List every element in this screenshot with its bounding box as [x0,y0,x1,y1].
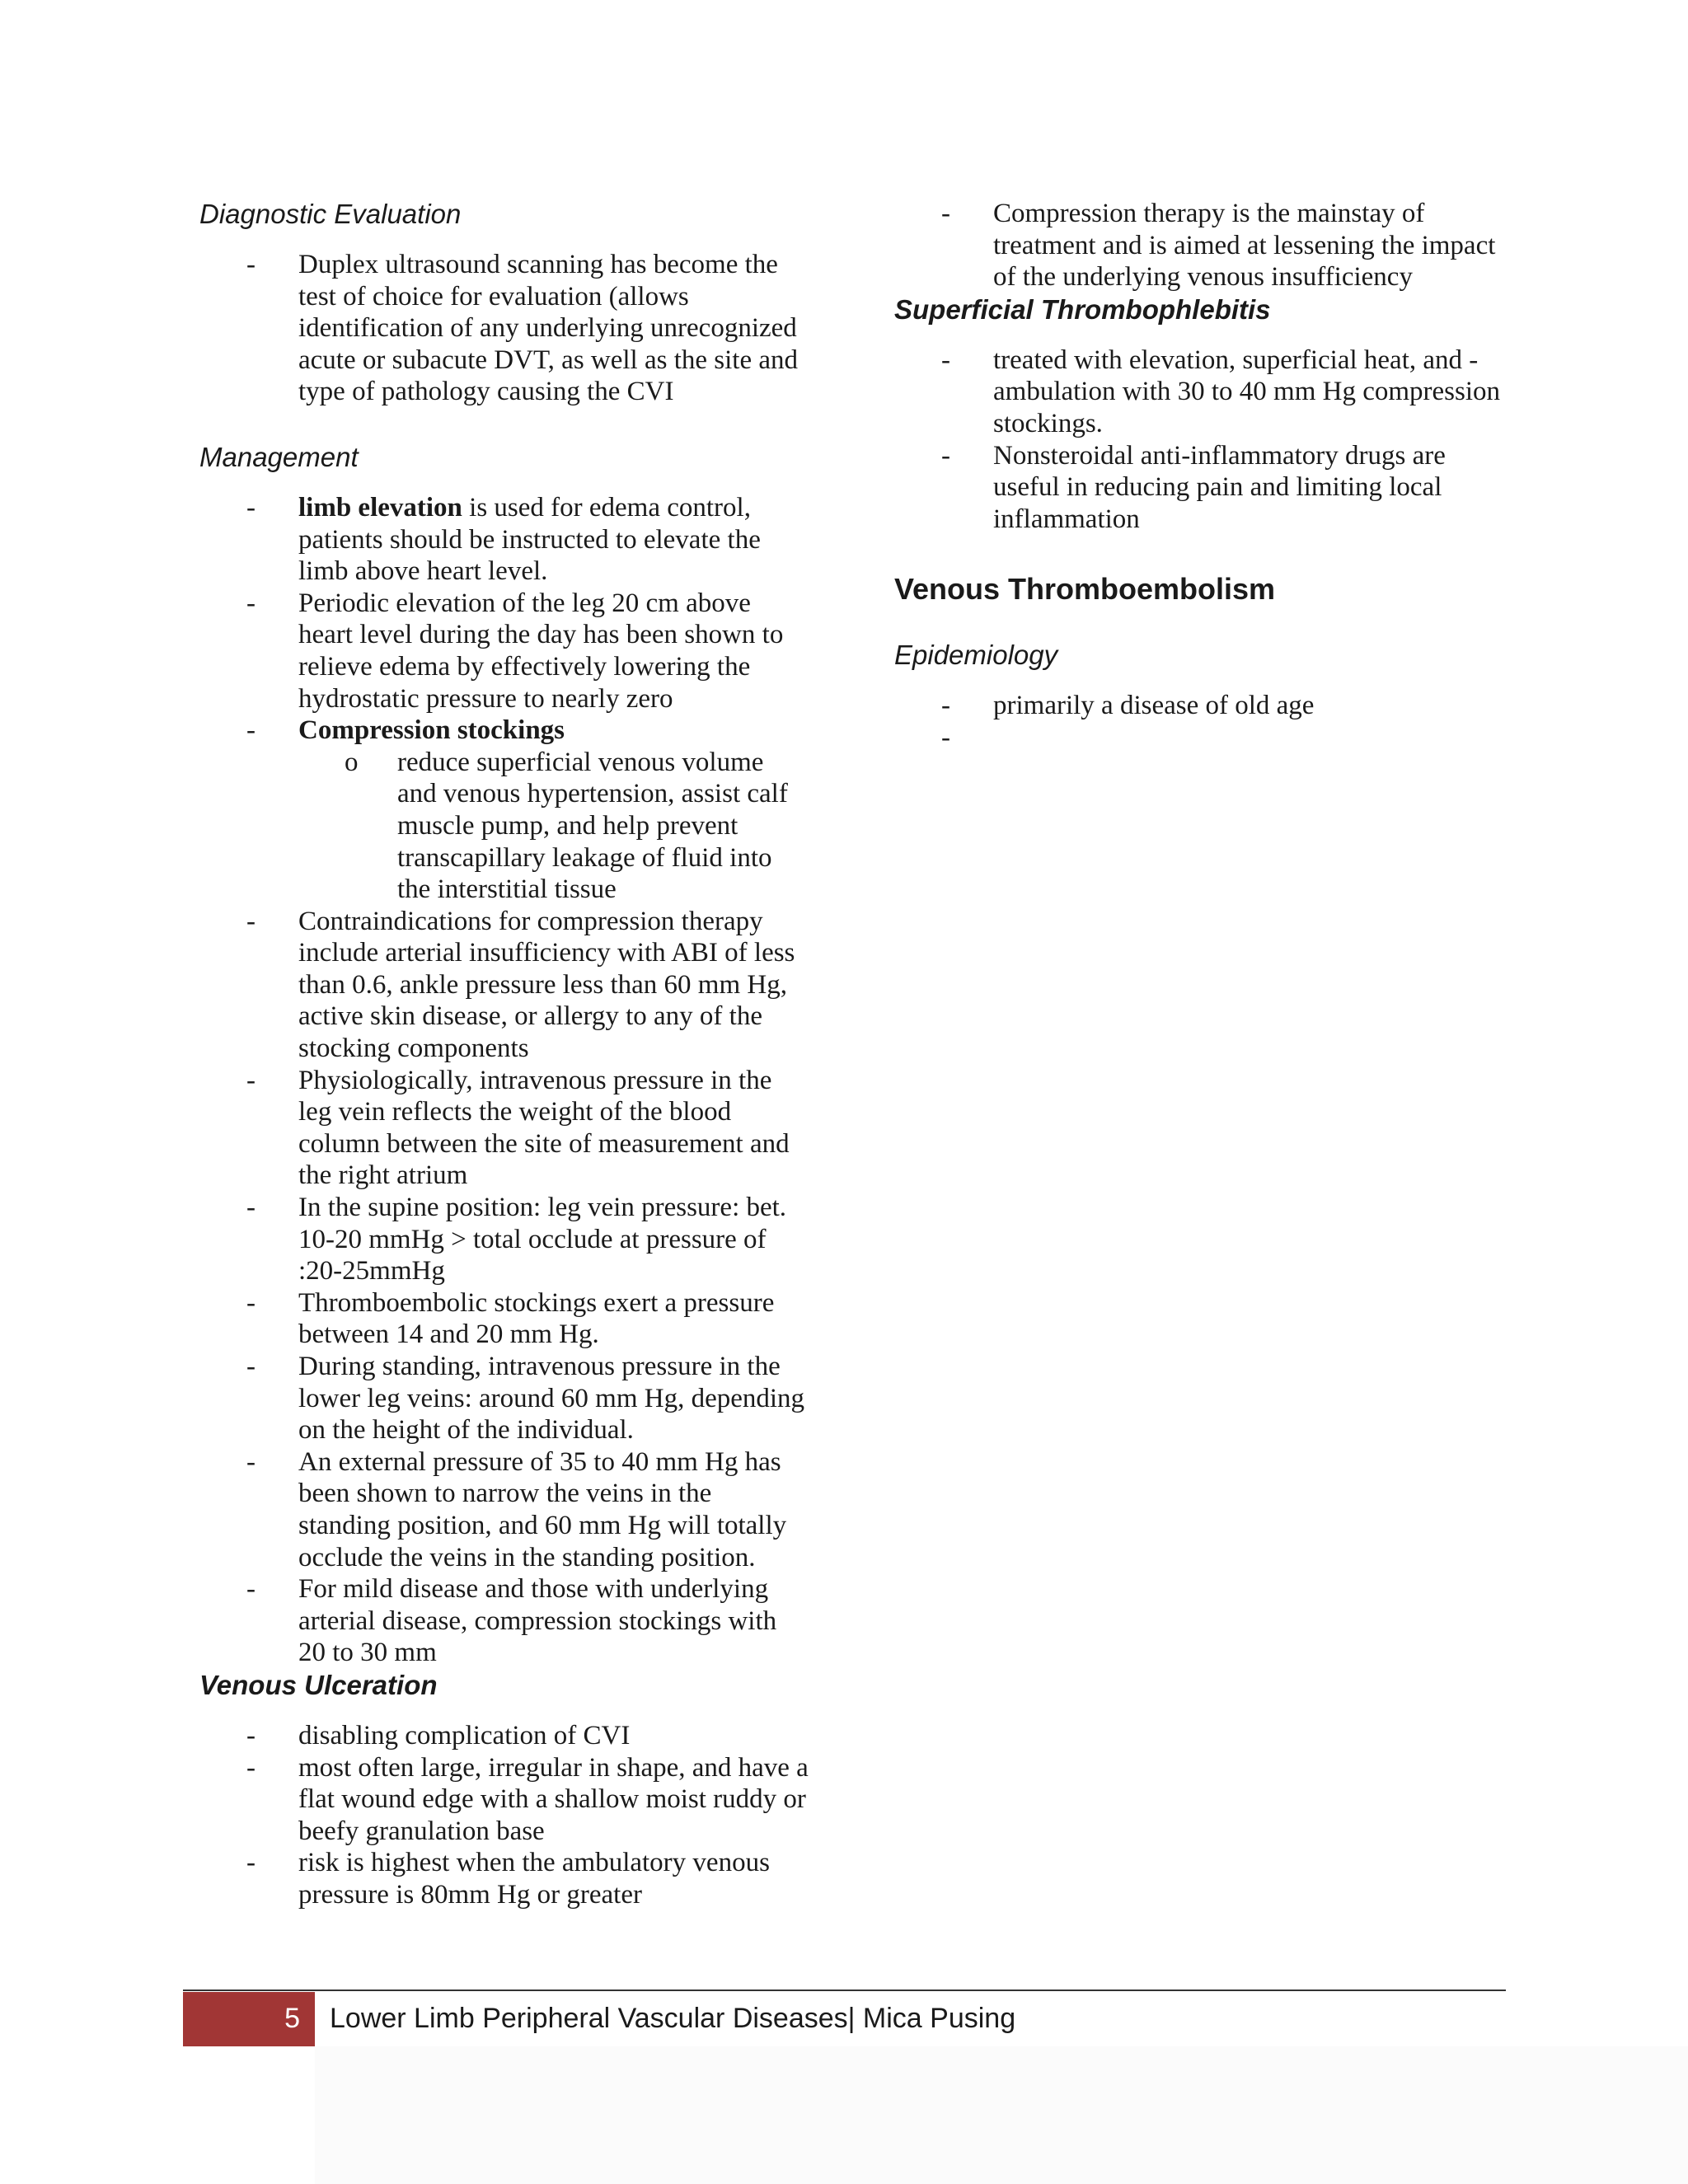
list-item [894,344,1504,440]
venous-thromboembolism-heading: Venous Thromboembolism [894,572,1276,607]
compression-list [894,198,1504,293]
list-item-text: Nonsteroidal anti-inflammatory drugs are useful in reducing pain and limiting local inflammation [993,440,1446,534]
list-item [199,1192,809,1287]
thrombophlebitis-list [894,344,1504,536]
list-item [199,906,809,1065]
footer-title: Lower Limb Peripheral Vascular Diseases| Mica Pusing [330,2003,1016,2034]
diagnostic-heading: Diagnostic Evaluation [199,199,462,229]
dash-bullet: - [941,691,950,721]
dash-bullet: - [246,1752,256,1783]
dash-bullet: - [246,1720,256,1750]
list-item-text: risk is highest when the ambulatory venous pressure is 80mm Hg or greater [298,1848,770,1910]
list-item [199,1287,809,1351]
management-list [199,492,809,1669]
dash-bullet: - [246,250,256,279]
left-column [199,198,809,1911]
venous-ulceration-heading: Venous Ulceration [199,1669,438,1700]
list-item [199,249,809,408]
list-item-text: Compression therapy is the mainstay of treatment and is aimed at lessening the impact of the underlying venous insufficiency [993,199,1496,293]
dash-bullet: - [941,440,950,471]
list-item-text [993,723,1000,752]
list-item-text: Thromboembolic stockings exert a pressure between 14 and 20 mm Hg. [298,1287,775,1350]
dash-bullet: - [246,1065,256,1095]
dash-bullet: - [246,1287,256,1318]
list-item-text: is used for edema control, patients should be instructed to elevate the limb above heart level. [298,492,761,587]
list-item-text: In the supine position: leg vein pressure: bet. 10-20 mmHg > total occlude at pressure of :20-25mmHg [298,1193,787,1286]
dash-bullet: - [246,1352,256,1381]
list-item [894,198,1504,293]
list-item-text: An external pressure of 35 to 40 mm Hg has been shown to narrow the veins in the standing position, and 60 mm Hg will totally occlude the veins in the standing position. [298,1446,787,1572]
list-item [894,690,1504,722]
bold-term: Compression stockings [298,715,565,746]
dash-bullet: - [246,492,256,523]
list-item [199,1720,809,1752]
dash-bullet: - [246,1848,256,1878]
ulceration-list [199,1720,809,1911]
list-item-text: Periodic elevation of the leg 20 cm above heart level during the day has been shown to relieve edema by effectively lowering the hydrostatic pressure to nearly zero [298,588,784,714]
epidemiology-heading: Epidemiology [894,640,1058,671]
list-item-text: disabling complication of CVI [298,1720,631,1750]
dash-bullet: - [246,588,256,618]
epidemiology-list [894,690,1504,753]
list-item [894,440,1504,536]
list-item [199,1752,809,1848]
dash-bullet: - [246,1193,256,1223]
sub-list-item [298,747,809,906]
list-item-text: During standing, intravenous pressure in the lower leg veins: around 60 mm Hg, depending on the height of the individual. [298,1352,805,1446]
bold-term: limb elevation [298,492,462,523]
dash-bullet: - [246,715,256,746]
list-item-text: Physiologically, intravenous pressure in the leg vein reflects the weight of the blood column between the site of measurement and the right atrium [298,1065,790,1191]
list-item [199,1351,809,1446]
list-item [199,492,809,588]
sub-list [298,747,809,906]
page-number-box [183,1992,315,2046]
dash-bullet: - [246,1446,256,1477]
list-item [199,1847,809,1910]
dash-bullet: - [941,199,950,228]
list-item [199,1573,809,1669]
circle-bullet: o [345,747,359,777]
list-item-text: For mild disease and those with underlying arterial disease, compression stockings with 20 to 30 mm [298,1574,777,1668]
dash-bullet: - [246,1574,256,1605]
dash-bullet: - [941,344,950,375]
list-item [199,1065,809,1192]
list-item-text: primarily a disease of old age [993,691,1315,721]
sub-list-item-text: reduce superficial venous volume and venous hypertension, assist calf muscle pump, and help prevent transcapillary leakage of fluid into the interstitial tissue [397,747,788,905]
list-item [894,722,1504,754]
list-item [199,588,809,715]
footer-shadow [315,2046,1688,2184]
list-item [199,715,809,906]
page-number: 5 [284,2003,300,2034]
dash-bullet: - [246,906,256,936]
right-column [894,198,1504,754]
superficial-thrombophlebitis-heading: Superficial Thrombophlebitis [894,293,1271,325]
list-item-text: most often large, irregular in shape, and have a flat wound edge with a shallow moist ruddy or beefy granulation base [298,1752,809,1846]
list-item-text: Contraindications for compression therapy include arterial insufficiency with ABI of less than 0.6, ankle pressure less than 60 mm Hg, active skin disease, or allergy to any of the stocking components [298,906,795,1064]
dash-bullet: - [941,722,950,752]
diagnostic-list [199,249,809,408]
list-item-text: Duplex ultrasound scanning has become the test of choice for evaluation (allows identification of any underlying unrecognized acute or subacute DVT, as well as the site and type of pathology causing the CVI [298,250,799,407]
list-item-text: treated with elevation, superficial heat, and - ambulation with 30 to 40 mm Hg compression stockings. [993,344,1501,438]
list-item [199,1446,809,1573]
footer-rule [183,1990,1506,1991]
management-heading: Management [199,441,359,472]
